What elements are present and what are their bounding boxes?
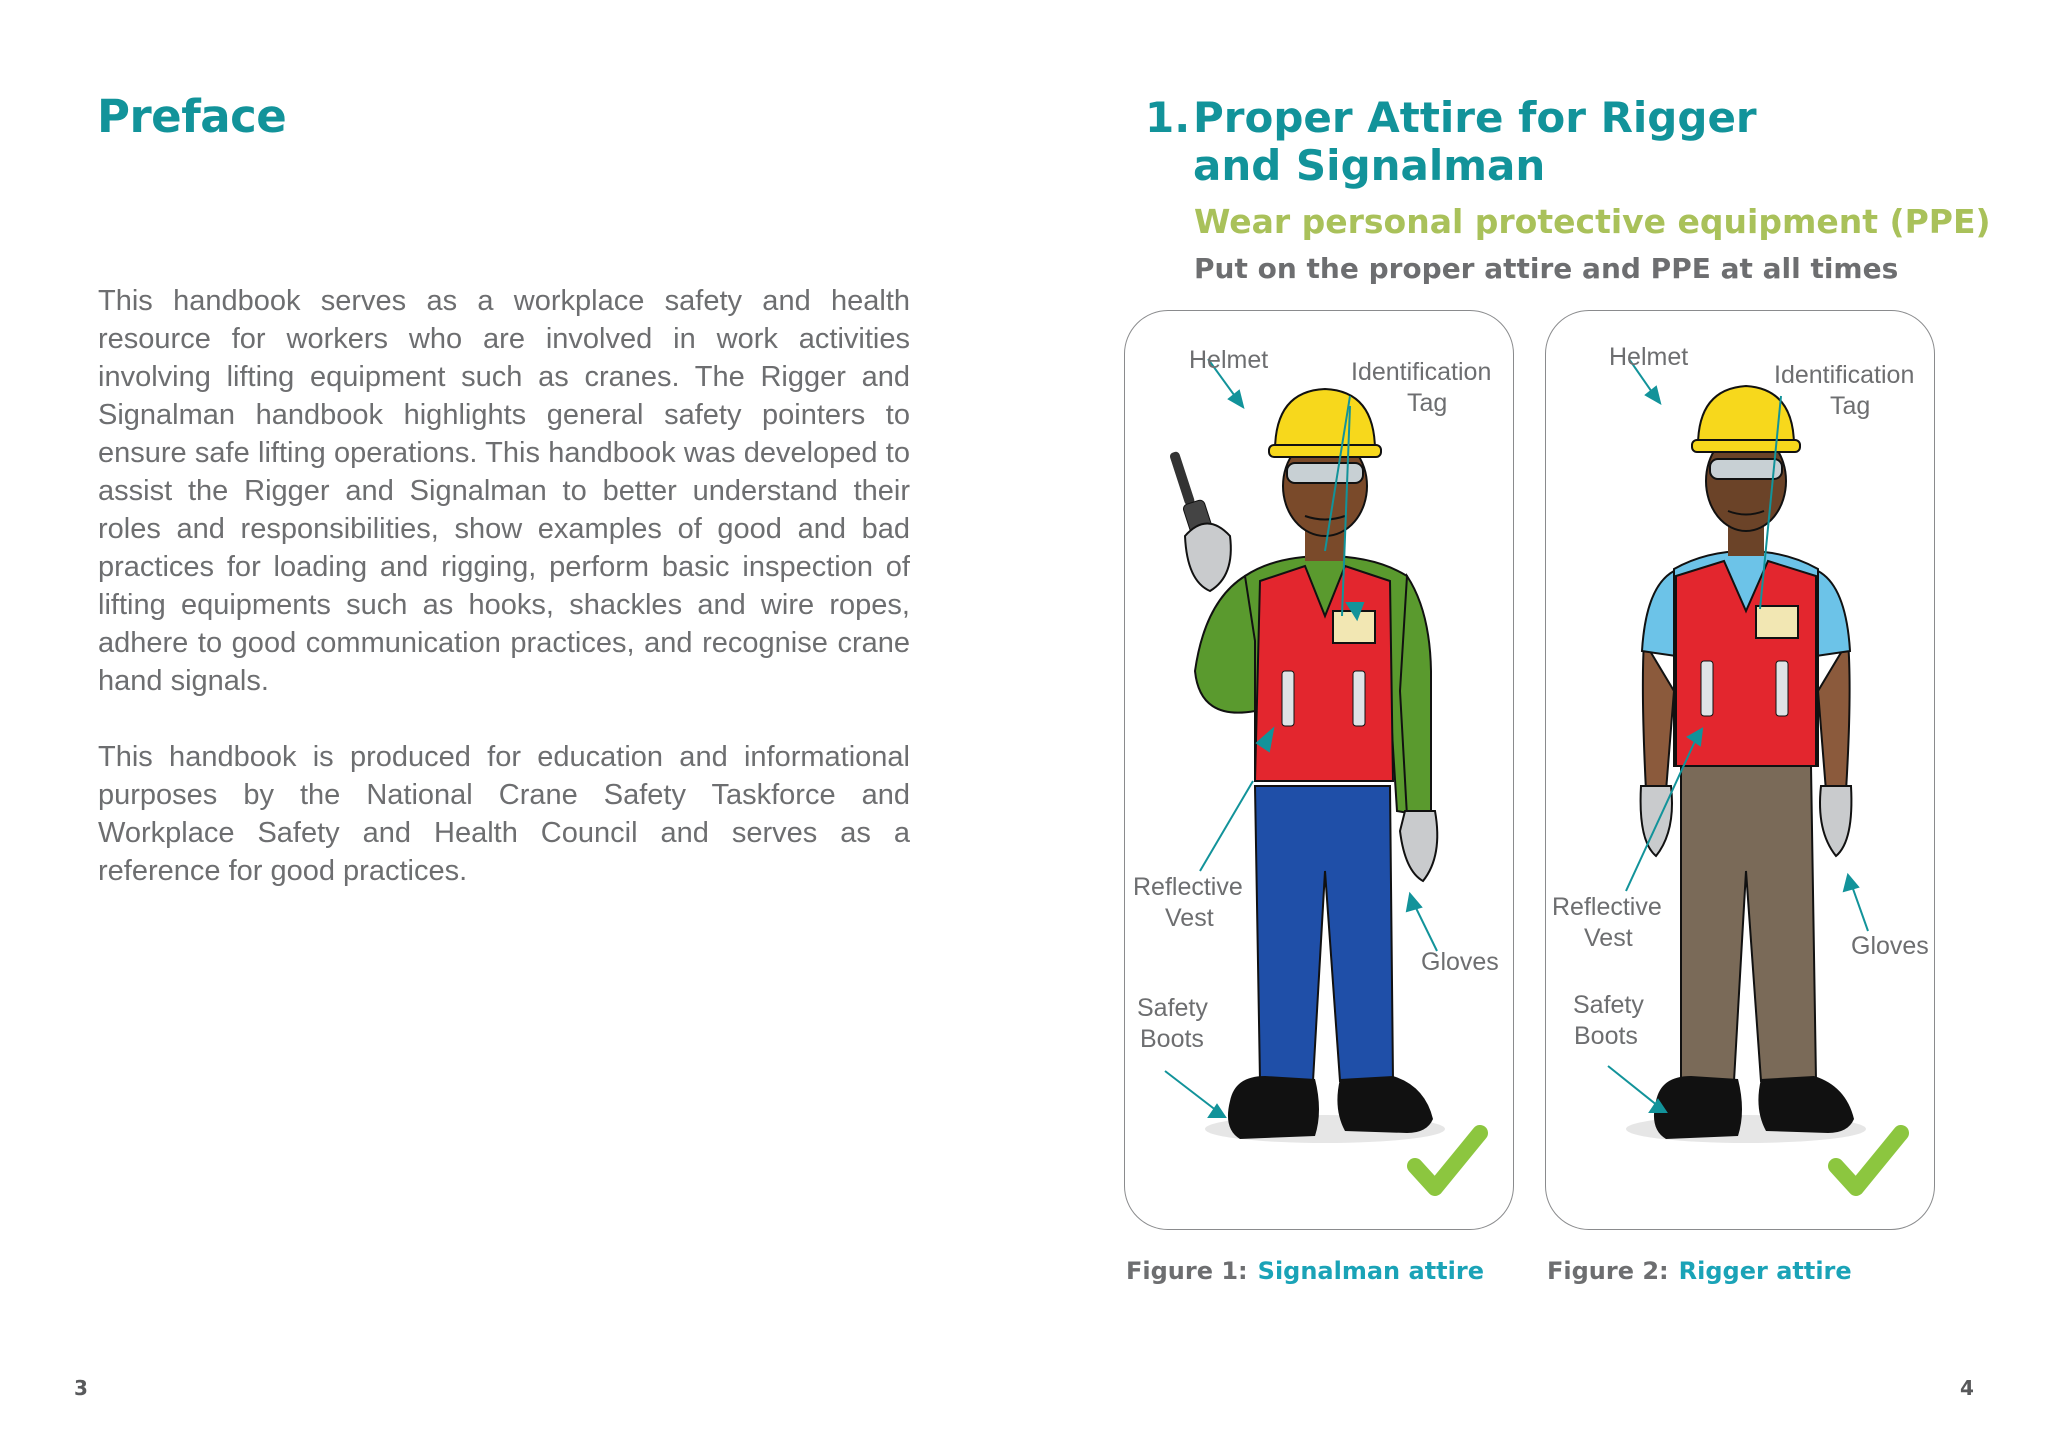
page-number-left: 3 (74, 1376, 88, 1400)
figure-1-name: Signalman attire (1257, 1257, 1484, 1285)
callout-boots-1: Safety (1573, 991, 1644, 1019)
figure-1-label: Figure 1: (1126, 1257, 1248, 1285)
callout-boots-2: Boots (1140, 1025, 1204, 1053)
figure-1-caption (1126, 1257, 1484, 1285)
page-number-right: 4 (1960, 1376, 1974, 1400)
section-title-line-2: and Signalman (1193, 141, 1546, 190)
callout-gloves: Gloves (1851, 932, 1929, 960)
section-number: 1. (1145, 93, 1191, 142)
callout-id-tag-1: Identification (1774, 361, 1915, 389)
callout-helmet: Helmet (1609, 343, 1689, 371)
callout-helmet: Helmet (1189, 346, 1269, 374)
callout-boots-2: Boots (1574, 1022, 1638, 1050)
callout-vest-2: Vest (1165, 904, 1214, 932)
ppe-subtitle: Wear personal protective equipment (PPE) (1194, 202, 1991, 241)
callout-vest-2: Vest (1584, 924, 1633, 952)
callout-id-tag-2: Tag (1830, 392, 1871, 420)
ppe-instruction: Put on the proper attire and PPE at all times (1194, 252, 1899, 285)
signalman-illustration (1125, 311, 1515, 1231)
rigger-illustration (1546, 311, 1936, 1231)
page-title: Preface (97, 90, 287, 143)
callout-boots-1: Safety (1137, 994, 1208, 1022)
callout-id-tag-1: Identification (1351, 358, 1492, 386)
figure-2-label: Figure 2: (1547, 1257, 1669, 1285)
callout-gloves: Gloves (1421, 948, 1499, 976)
preface-paragraph-2: This handbook is produced for education and informational purposes by the National Crane Safety Taskforce and Workplace Safety and Health Council and serves as a reference for good practices. (98, 741, 910, 887)
callout-vest-1: Reflective (1133, 873, 1243, 901)
figure-signalman-card (1124, 310, 1514, 1230)
section-title-line-1: Proper Attire for Rigger (1193, 93, 1757, 142)
preface-paragraph-1: This handbook serves as a workplace safety and health resource for workers who are involved in work activities involving lifting equipment such as cranes. The Rigger and Signalman handbook highlights general safety pointers to ensure safe lifting operations. This handbook was developed to assist the Rigger and Signalman to better understand their roles and responsibilities, show examples of good and bad practices for loading and rigging, perform basic inspection of lifting equipments such as hooks, shackles and wire ropes, adhere to good communication practices, and recognise crane hand signals. (98, 285, 910, 697)
callout-vest-1: Reflective (1552, 893, 1662, 921)
figure-2-name: Rigger attire (1678, 1257, 1852, 1285)
check-icon (1836, 1133, 1901, 1188)
preface-body (98, 282, 910, 928)
callout-id-tag-2: Tag (1407, 389, 1448, 417)
check-icon (1415, 1133, 1480, 1188)
figure-2-caption (1547, 1257, 1852, 1285)
figure-rigger-card (1545, 310, 1935, 1230)
